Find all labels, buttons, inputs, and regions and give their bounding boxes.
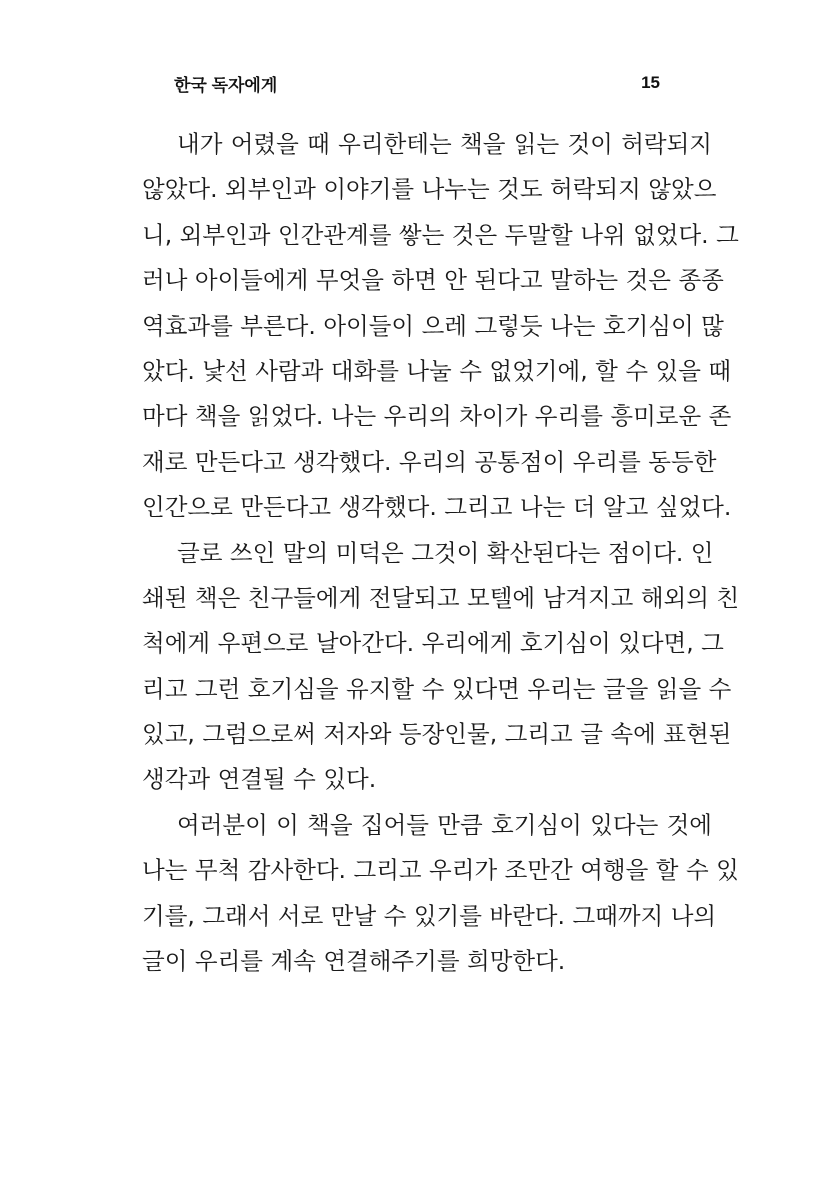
paragraph	[142, 122, 739, 531]
chapter-title: 한국 독자에게	[174, 75, 278, 95]
text-line: 나는 무척 감사한다. 그리고 우리가 조만간 여행을 할 수 있	[142, 856, 739, 885]
text-line: 않았다. 외부인과 이야기를 나누는 것도 허락되지 않았으	[142, 175, 717, 204]
text-line: 척에게 우편으로 날아간다. 우리에게 호기심이 있다면, 그	[142, 629, 724, 658]
running-header	[174, 70, 660, 96]
text-line: 쇄된 책은 친구들에게 전달되고 모텔에 남겨지고 해외의 친	[142, 583, 740, 612]
text-line: 기를, 그래서 서로 만날 수 있기를 바란다. 그때까지 나의	[142, 901, 717, 930]
text-line: 니, 외부인과 인간관계를 쌓는 것은 두말할 나위 없었다. 그	[142, 220, 739, 249]
text-line: 았다. 낯선 사람과 대화를 나눌 수 없었기에, 할 수 있을 때	[142, 356, 732, 385]
text-line: 마다 책을 읽었다. 나는 우리의 차이가 우리를 흥미로운 존	[142, 402, 732, 431]
text-line: 글로 쓰인 말의 미덕은 그것이 확산된다는 점이다. 인	[177, 538, 714, 567]
text-line: 내가 어렸을 때 우리한테는 책을 읽는 것이 허락되지	[177, 130, 712, 158]
page-number: 15	[641, 73, 660, 92]
text-line: 글이 우리를 계속 연결해주기를 희망한다.	[142, 947, 566, 976]
text-line: 인간으로 만든다고 생각했다. 그리고 나는 더 알고 싶었다.	[142, 493, 732, 522]
text-line: 역효과를 부른다. 아이들이 으레 그렇듯 나는 호기심이 많	[142, 311, 724, 340]
text-line: 러나 아이들에게 무엇을 하면 안 된다고 말하는 것은 종종	[142, 266, 724, 295]
text-line: 리고 그런 호기심을 유지할 수 있다면 우리는 글을 읽을 수	[142, 674, 732, 703]
text-line: 있고, 그럼으로써 저자와 등장인물, 그리고 글 속에 표현된	[142, 720, 732, 749]
text-line: 재로 만든다고 생각했다. 우리의 공통점이 우리를 동등한	[142, 447, 717, 476]
paragraph	[142, 803, 739, 985]
text-line: 생각과 연결될 수 있다.	[142, 765, 377, 794]
text-line: 여러분이 이 책을 집어들 만큼 호기심이 있다는 것에	[177, 810, 712, 839]
paragraph	[142, 531, 740, 803]
body-text	[142, 122, 740, 984]
